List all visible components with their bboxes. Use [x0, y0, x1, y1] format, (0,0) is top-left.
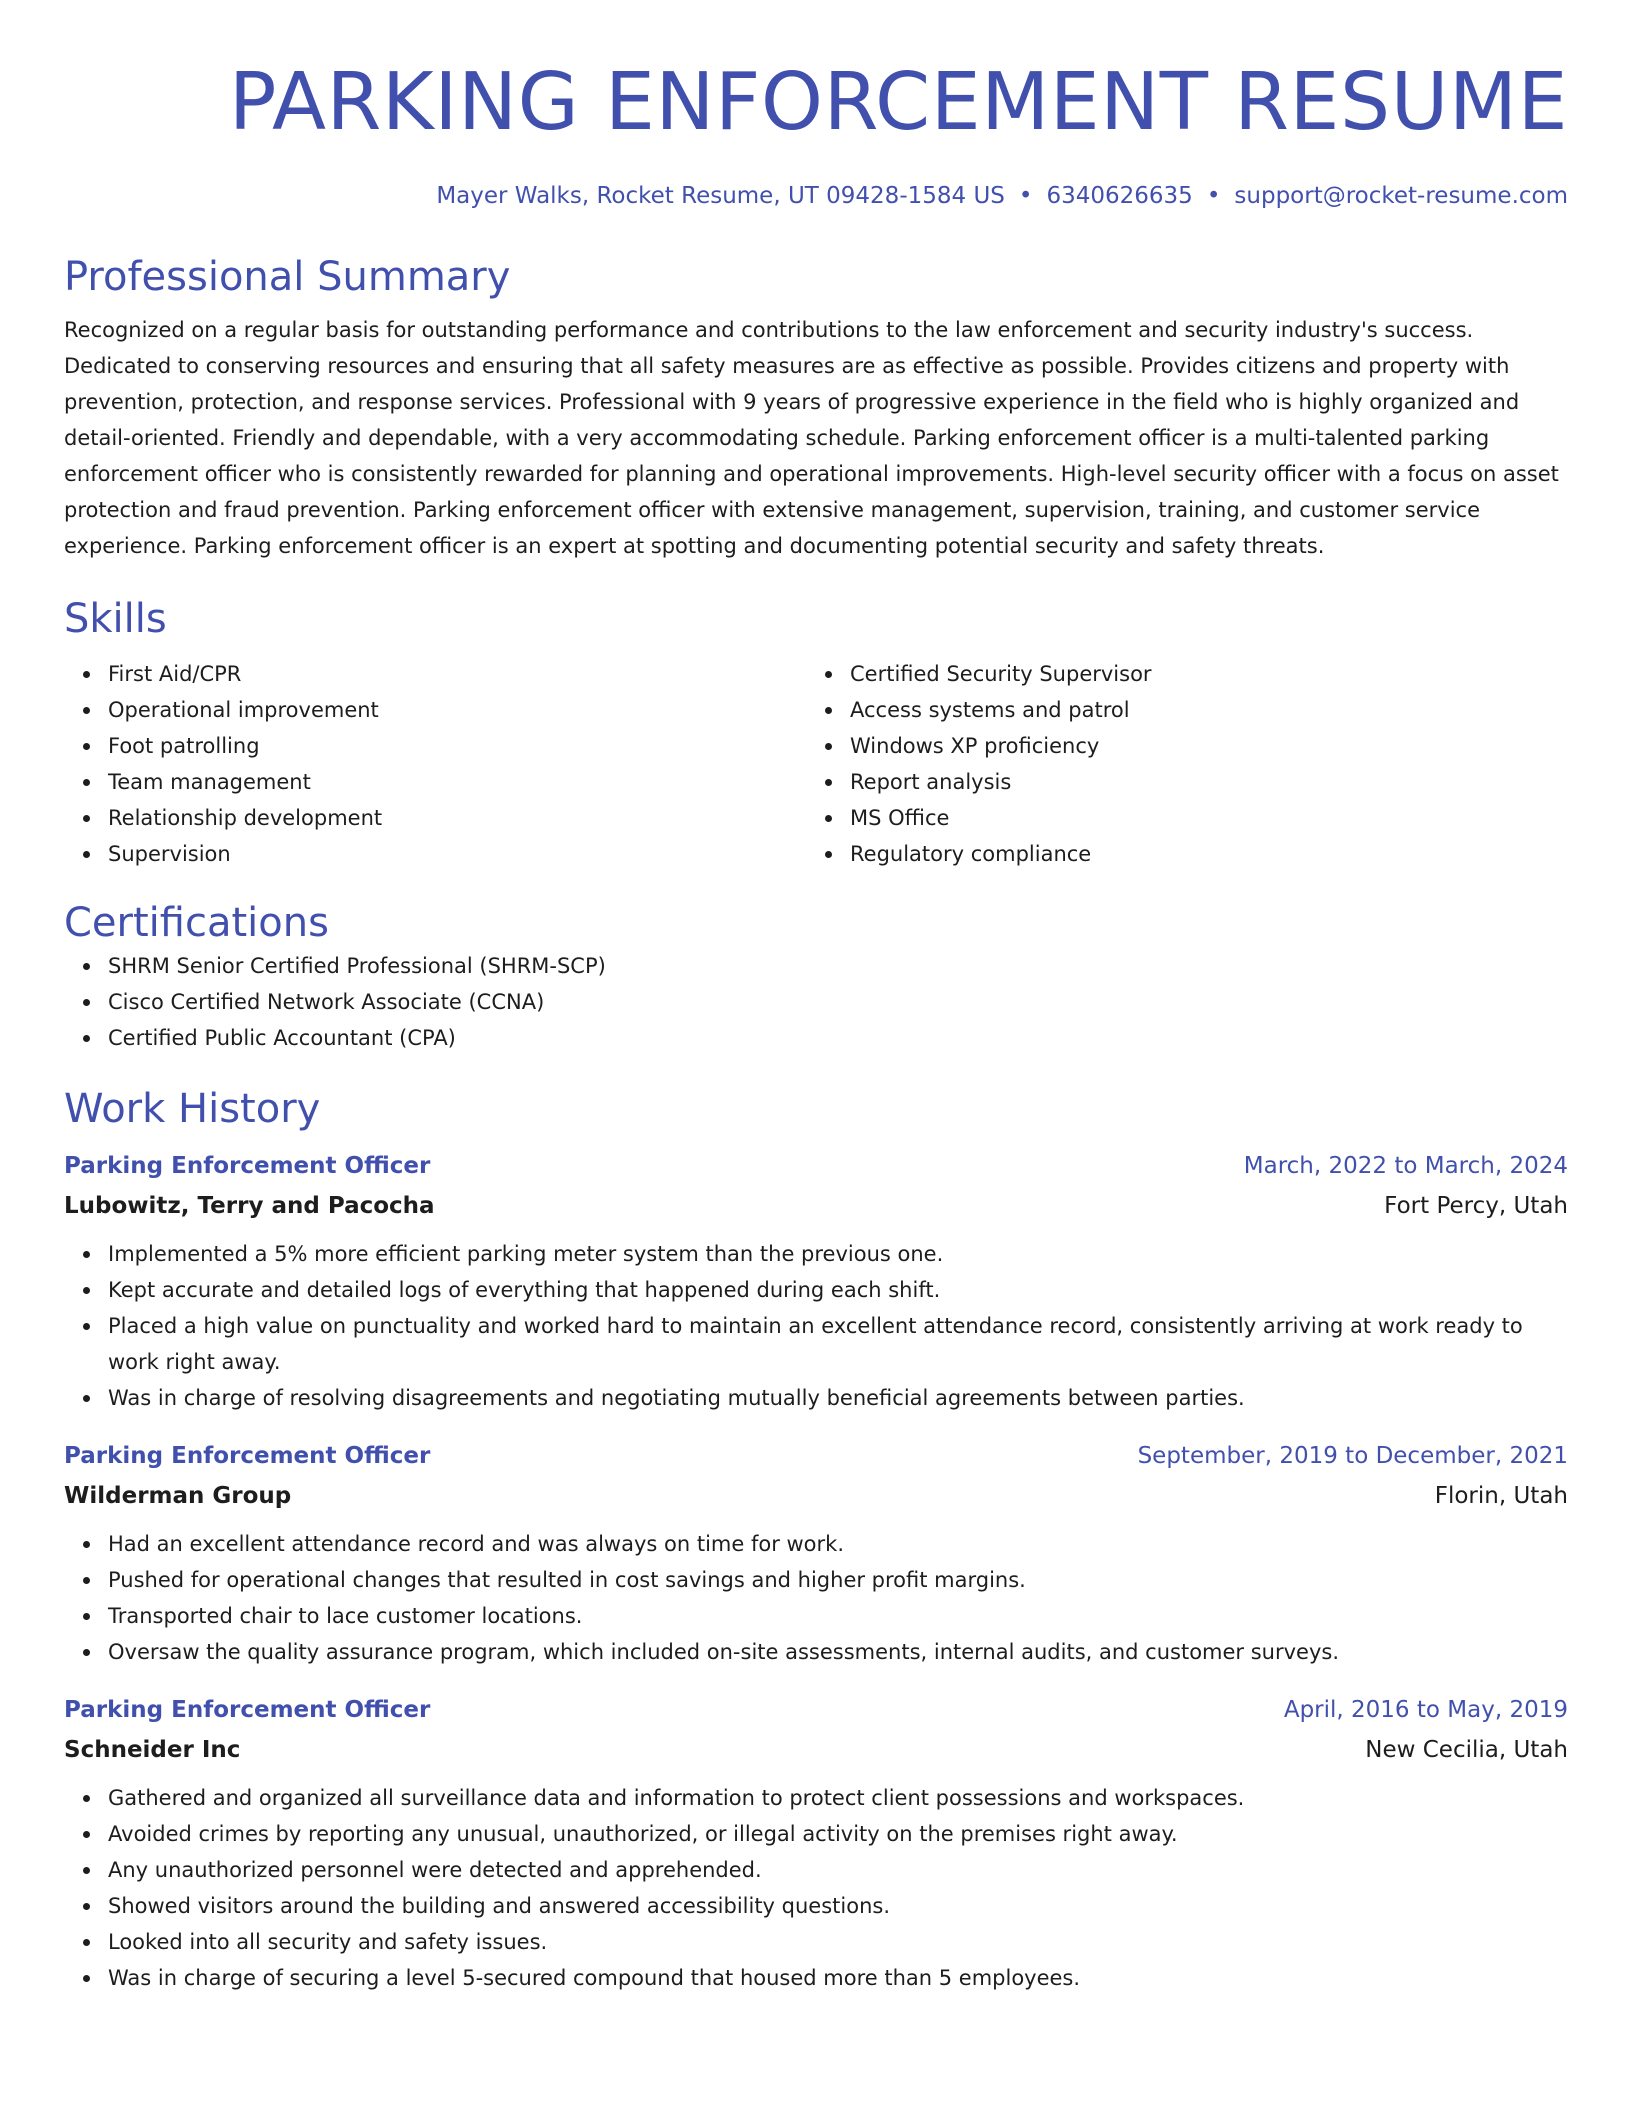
- job-location: New Cecilia, Utah: [1365, 1737, 1568, 1763]
- list-item: Oversaw the quality assurance program, which included on-site assessments, internal audits, and customer surveys.: [108, 1634, 1568, 1670]
- job-company: Lubowitz, Terry and Pacocha: [64, 1193, 435, 1219]
- job-dates: April, 2016 to May, 2019: [1283, 1697, 1568, 1723]
- work-history-list: [64, 1146, 1568, 1996]
- work-history-heading: Work History: [64, 1086, 321, 1132]
- job-header: [64, 1146, 1568, 1186]
- list-item: Certified Public Accountant (CPA): [108, 1020, 1568, 1056]
- list-item: Access systems and patrol: [850, 692, 1548, 728]
- job-header: [64, 1690, 1568, 1730]
- list-item: Supervision: [108, 836, 806, 872]
- certifications-list: [64, 948, 1568, 1056]
- job-subheader: [64, 1476, 1568, 1516]
- contact-line: [64, 180, 1568, 212]
- contact-separator: •: [1206, 183, 1221, 209]
- skills-list: [64, 656, 1568, 872]
- contact-email: support@rocket-resume.com: [1234, 183, 1568, 209]
- list-item: Implemented a 5% more efficient parking meter system than the previous one.: [108, 1236, 1568, 1272]
- contact-separator: •: [1018, 183, 1033, 209]
- job-entry: [64, 1146, 1568, 1416]
- list-item: Regulatory compliance: [850, 836, 1548, 872]
- job-location: Fort Percy, Utah: [1384, 1193, 1568, 1219]
- list-item: Had an excellent attendance record and was always on time for work.: [108, 1526, 1568, 1562]
- job-bullets: [64, 1236, 1568, 1416]
- skills-column-left: [64, 656, 806, 872]
- list-item: Avoided crimes by reporting any unusual, unauthorized, or illegal activity on the premises right away.: [108, 1816, 1568, 1852]
- summary-heading: Professional Summary: [64, 254, 511, 300]
- skills-heading: Skills: [64, 596, 167, 642]
- contact-address: Mayer Walks, Rocket Resume, UT 09428-1584 US: [436, 183, 1005, 209]
- job-dates: September, 2019 to December, 2021: [1137, 1443, 1568, 1469]
- list-item: Looked into all security and safety issues.: [108, 1924, 1568, 1960]
- list-item: SHRM Senior Certified Professional (SHRM-SCP): [108, 948, 1568, 984]
- job-location: Florin, Utah: [1434, 1483, 1568, 1509]
- resume-page: [64, 0, 1568, 1996]
- list-item: Pushed for operational changes that resulted in cost savings and higher profit margins.: [108, 1562, 1568, 1598]
- resume-title: PARKING ENFORCEMENT RESUME: [228, 56, 1568, 148]
- job-entry: [64, 1436, 1568, 1670]
- job-entry: [64, 1690, 1568, 1996]
- job-dates: March, 2022 to March, 2024: [1243, 1153, 1568, 1179]
- list-item: Transported chair to lace customer locations.: [108, 1598, 1568, 1634]
- list-item: First Aid/CPR: [108, 656, 806, 692]
- list-item: Team management: [108, 764, 806, 800]
- list-item: Operational improvement: [108, 692, 806, 728]
- job-role: Parking Enforcement Officer: [64, 1153, 431, 1179]
- list-item: Gathered and organized all surveillance data and information to protect client possessions and workspaces.: [108, 1780, 1568, 1816]
- job-role: Parking Enforcement Officer: [64, 1697, 431, 1723]
- list-item: Kept accurate and detailed logs of everything that happened during each shift.: [108, 1272, 1568, 1308]
- list-item: Any unauthorized personnel were detected and apprehended.: [108, 1852, 1568, 1888]
- job-header: [64, 1436, 1568, 1476]
- list-item: Relationship development: [108, 800, 806, 836]
- contact-phone: 6340626635: [1046, 183, 1193, 209]
- list-item: Was in charge of securing a level 5-secured compound that housed more than 5 employees.: [108, 1960, 1568, 1996]
- job-company: Schneider Inc: [64, 1737, 241, 1763]
- list-item: Windows XP proficiency: [850, 728, 1548, 764]
- list-item: Placed a high value on punctuality and worked hard to maintain an excellent attendance record, consistently arriving at work ready to work right away.: [108, 1308, 1568, 1380]
- certifications-heading: Certifications: [64, 900, 329, 946]
- summary-text: Recognized on a regular basis for outstanding performance and contributions to the law enforcement and security industry's success. Dedicated to conserving resources and ensuring that all safety measures are as effective as possible. Provides citizens and property with prevention, protection, and response services. Professional with 9 years of progressive experience in the field who is highly organized and detail-oriented. Friendly and dependable, with a very accommodating schedule. Parking enforcement officer is a multi-talented parking enforcement officer who is consistently rewarded for planning and operational improvements. High-level security officer with a focus on asset protection and fraud prevention. Parking enforcement officer with extensive management, supervision, training, and customer service experience. Parking enforcement officer is an expert at spotting and documenting potential security and safety threats.: [64, 318, 1559, 558]
- job-subheader: [64, 1730, 1568, 1770]
- list-item: Cisco Certified Network Associate (CCNA): [108, 984, 1568, 1020]
- skills-column-right: [806, 656, 1548, 872]
- list-item: Was in charge of resolving disagreements and negotiating mutually beneficial agreements between parties.: [108, 1380, 1568, 1416]
- list-item: Certified Security Supervisor: [850, 656, 1548, 692]
- list-item: Showed visitors around the building and answered accessibility questions.: [108, 1888, 1568, 1924]
- job-role: Parking Enforcement Officer: [64, 1443, 431, 1469]
- list-item: Foot patrolling: [108, 728, 806, 764]
- list-item: MS Office: [850, 800, 1548, 836]
- job-bullets: [64, 1780, 1568, 1996]
- job-bullets: [64, 1526, 1568, 1670]
- list-item: Report analysis: [850, 764, 1548, 800]
- job-subheader: [64, 1186, 1568, 1226]
- job-company: Wilderman Group: [64, 1483, 292, 1509]
